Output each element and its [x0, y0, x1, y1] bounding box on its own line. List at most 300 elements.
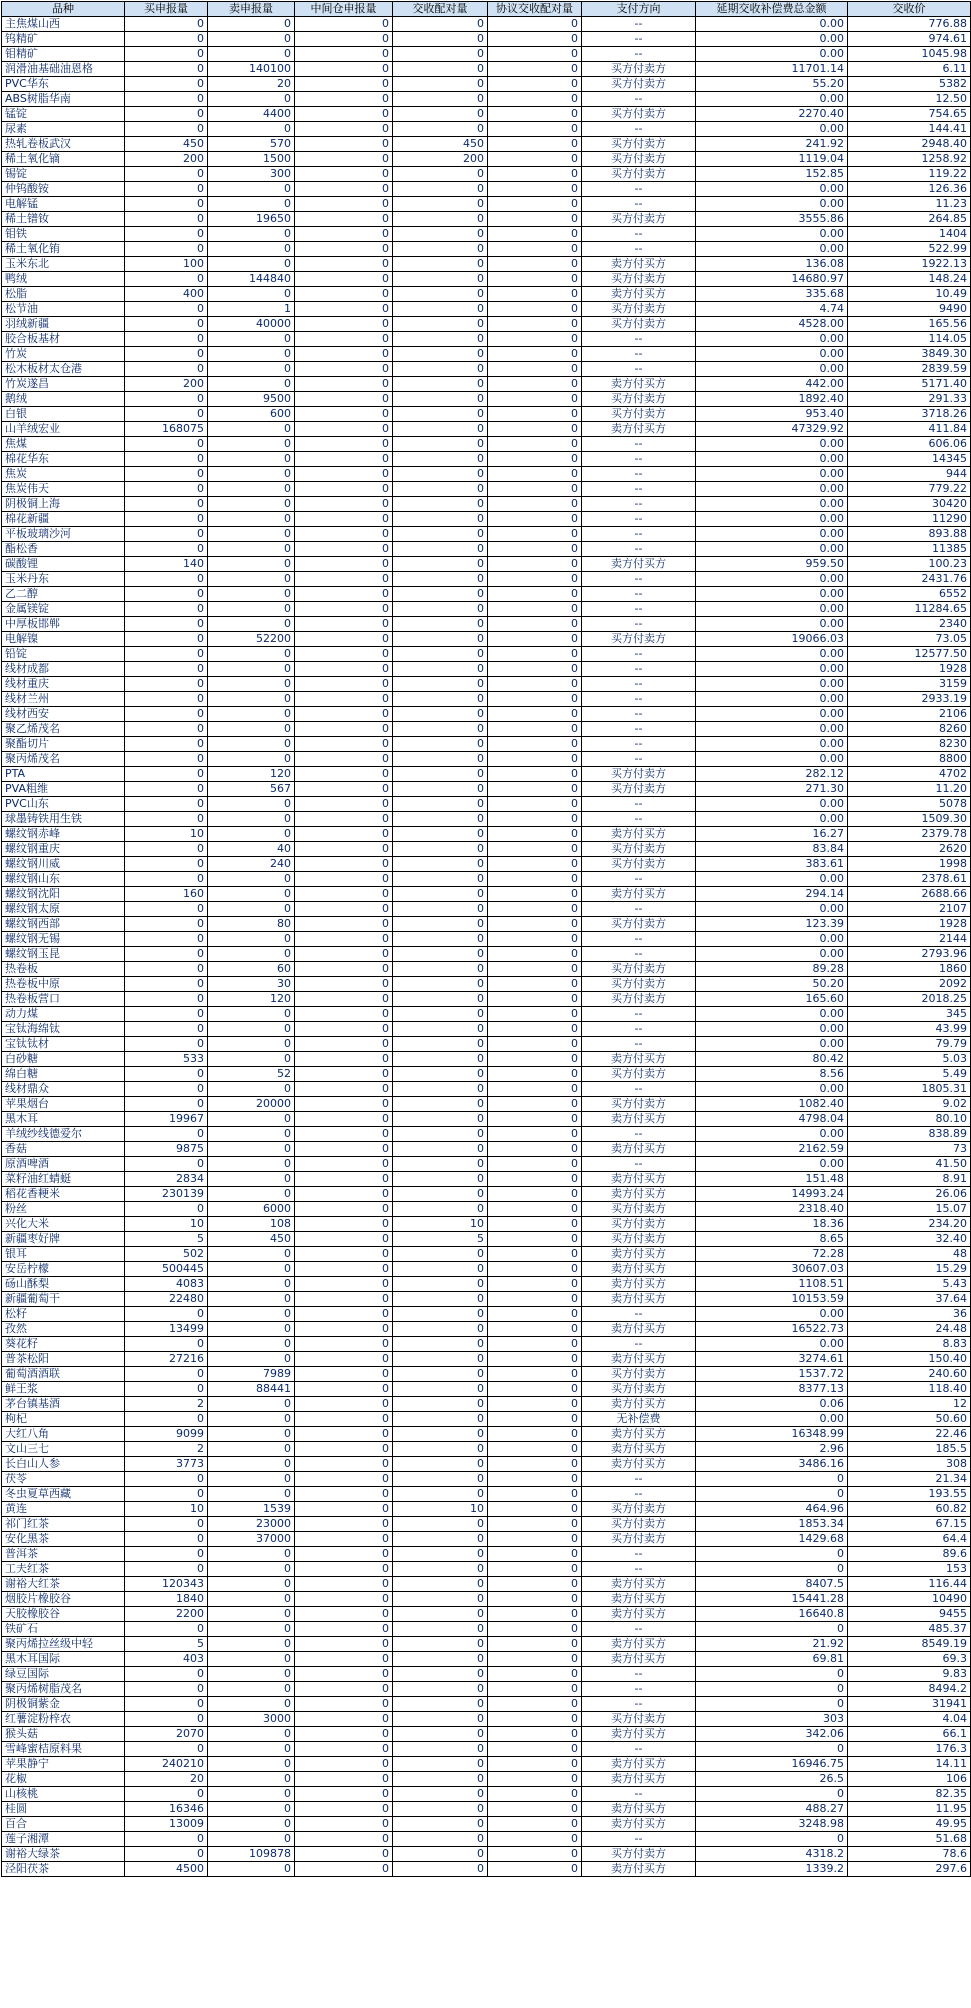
buy-qty-cell: 0: [125, 62, 208, 77]
table-row: [2, 1232, 971, 1247]
delivery-price-cell: 119.22: [848, 167, 971, 182]
payment-direction-cell: --: [582, 1307, 696, 1322]
compensation-total-cell: 3555.86: [696, 212, 848, 227]
variety-cell: 线材鼎众: [2, 1082, 125, 1097]
agreement-matched-qty-cell: 0: [488, 632, 582, 647]
sell-qty-cell: 88441: [208, 1382, 295, 1397]
delivery-price-cell: 165.56: [848, 317, 971, 332]
delivery-price-cell: 291.33: [848, 392, 971, 407]
matched-qty-cell: 0: [393, 392, 488, 407]
intermediate-qty-cell: 0: [295, 962, 393, 977]
agreement-matched-qty-cell: 0: [488, 587, 582, 602]
matched-qty-cell: 0: [393, 572, 488, 587]
intermediate-qty-cell: 0: [295, 617, 393, 632]
buy-qty-cell: 0: [125, 1307, 208, 1322]
variety-cell: 葵花籽: [2, 1337, 125, 1352]
intermediate-qty-cell: 0: [295, 782, 393, 797]
table-row: [2, 1547, 971, 1562]
buy-qty-cell: 0: [125, 692, 208, 707]
variety-cell: 棉花新疆: [2, 512, 125, 527]
table-row: [2, 1157, 971, 1172]
agreement-matched-qty-cell: 0: [488, 1442, 582, 1457]
agreement-matched-qty-cell: 0: [488, 782, 582, 797]
table-row: [2, 362, 971, 377]
delivery-price-cell: 522.99: [848, 242, 971, 257]
delivery-price-cell: 2839.59: [848, 362, 971, 377]
matched-qty-cell: 0: [393, 1322, 488, 1337]
agreement-matched-qty-cell: 0: [488, 1577, 582, 1592]
agreement-matched-qty-cell: 0: [488, 152, 582, 167]
intermediate-qty-cell: 0: [295, 1637, 393, 1652]
matched-qty-cell: 0: [393, 977, 488, 992]
buy-qty-cell: 0: [125, 197, 208, 212]
delivery-price-cell: 118.40: [848, 1382, 971, 1397]
matched-qty-cell: 0: [393, 1442, 488, 1457]
intermediate-qty-cell: 0: [295, 1157, 393, 1172]
matched-qty-cell: 0: [393, 497, 488, 512]
delivery-price-cell: 8494.2: [848, 1682, 971, 1697]
compensation-total-cell: 69.81: [696, 1652, 848, 1667]
compensation-total-cell: 2270.40: [696, 107, 848, 122]
delivery-price-cell: 893.88: [848, 527, 971, 542]
delivery-price-cell: 9455: [848, 1607, 971, 1622]
agreement-matched-qty-cell: 0: [488, 32, 582, 47]
agreement-matched-qty-cell: 0: [488, 1862, 582, 1877]
delivery-price-cell: 82.35: [848, 1787, 971, 1802]
matched-qty-cell: 0: [393, 1757, 488, 1772]
variety-cell: 宝钛钛材: [2, 1037, 125, 1052]
sell-qty-cell: 23000: [208, 1517, 295, 1532]
compensation-total-cell: 0.00: [696, 737, 848, 752]
agreement-matched-qty-cell: 0: [488, 977, 582, 992]
variety-cell: 螺纹钢沈阳: [2, 887, 125, 902]
agreement-matched-qty-cell: 0: [488, 692, 582, 707]
agreement-matched-qty-cell: 0: [488, 1127, 582, 1142]
payment-direction-cell: --: [582, 902, 696, 917]
matched-qty-cell: 0: [393, 32, 488, 47]
matched-qty-cell: 0: [393, 797, 488, 812]
buy-qty-cell: 0: [125, 767, 208, 782]
table-row: [2, 1502, 971, 1517]
intermediate-qty-cell: 0: [295, 287, 393, 302]
compensation-total-cell: 2162.59: [696, 1142, 848, 1157]
variety-cell: 绵白糖: [2, 1067, 125, 1082]
delivery-price-cell: 2092: [848, 977, 971, 992]
payment-direction-cell: --: [582, 47, 696, 62]
buy-qty-cell: 0: [125, 647, 208, 662]
delivery-price-cell: 1258.92: [848, 152, 971, 167]
intermediate-qty-cell: 0: [295, 1187, 393, 1202]
table-row: [2, 917, 971, 932]
buy-qty-cell: 502: [125, 1247, 208, 1262]
compensation-total-cell: 80.42: [696, 1052, 848, 1067]
matched-qty-cell: 0: [393, 1187, 488, 1202]
sell-qty-cell: 37000: [208, 1532, 295, 1547]
matched-qty-cell: 0: [393, 1262, 488, 1277]
sell-qty-cell: 60: [208, 962, 295, 977]
buy-qty-cell: 0: [125, 77, 208, 92]
sell-qty-cell: 1539: [208, 1502, 295, 1517]
payment-direction-cell: 卖方付买方: [582, 257, 696, 272]
sell-qty-cell: 0: [208, 647, 295, 662]
table-row: [2, 662, 971, 677]
payment-direction-cell: 买方付卖方: [582, 632, 696, 647]
intermediate-qty-cell: 0: [295, 1127, 393, 1142]
sell-qty-cell: 0: [208, 362, 295, 377]
buy-qty-cell: 0: [125, 1832, 208, 1847]
intermediate-qty-cell: 0: [295, 662, 393, 677]
payment-direction-cell: 买方付卖方: [582, 1097, 696, 1112]
delivery-price-cell: 116.44: [848, 1577, 971, 1592]
matched-qty-cell: 0: [393, 752, 488, 767]
compensation-total-cell: 0.00: [696, 482, 848, 497]
matched-qty-cell: 0: [393, 407, 488, 422]
table-row: [2, 1187, 971, 1202]
matched-qty-cell: 0: [393, 827, 488, 842]
matched-qty-cell: 0: [393, 872, 488, 887]
intermediate-qty-cell: 0: [295, 632, 393, 647]
delivery-price-cell: 49.95: [848, 1817, 971, 1832]
sell-qty-cell: 0: [208, 1247, 295, 1262]
variety-cell: 螺纹钢西部: [2, 917, 125, 932]
intermediate-qty-cell: 0: [295, 17, 393, 32]
payment-direction-cell: 卖方付买方: [582, 1262, 696, 1277]
intermediate-qty-cell: 0: [295, 857, 393, 872]
matched-qty-cell: 0: [393, 1712, 488, 1727]
payment-direction-cell: 卖方付买方: [582, 1577, 696, 1592]
buy-qty-cell: 0: [125, 302, 208, 317]
buy-qty-cell: 0: [125, 917, 208, 932]
table-row: [2, 647, 971, 662]
buy-qty-cell: 100: [125, 257, 208, 272]
payment-direction-cell: 买方付卖方: [582, 842, 696, 857]
variety-cell: 中厚板邯郸: [2, 617, 125, 632]
delivery-price-cell: 1998: [848, 857, 971, 872]
intermediate-qty-cell: 0: [295, 752, 393, 767]
matched-qty-cell: 0: [393, 482, 488, 497]
payment-direction-cell: --: [582, 1157, 696, 1172]
variety-cell: 仲钨酸铵: [2, 182, 125, 197]
variety-cell: 钼铁: [2, 227, 125, 242]
buy-qty-cell: 2070: [125, 1727, 208, 1742]
compensation-total-cell: 0.00: [696, 1307, 848, 1322]
sell-qty-cell: 0: [208, 932, 295, 947]
intermediate-qty-cell: 0: [295, 527, 393, 542]
buy-qty-cell: 0: [125, 617, 208, 632]
sell-qty-cell: 0: [208, 512, 295, 527]
matched-qty-cell: 5: [393, 1232, 488, 1247]
delivery-price-cell: 176.3: [848, 1742, 971, 1757]
compensation-total-cell: 0.00: [696, 647, 848, 662]
payment-direction-cell: --: [582, 1007, 696, 1022]
buy-qty-cell: 0: [125, 212, 208, 227]
matched-qty-cell: 0: [393, 647, 488, 662]
variety-cell: 兴化大米: [2, 1217, 125, 1232]
payment-direction-cell: --: [582, 647, 696, 662]
agreement-matched-qty-cell: 0: [488, 482, 582, 497]
variety-cell: 螺纹钢重庆: [2, 842, 125, 857]
sell-qty-cell: 0: [208, 722, 295, 737]
matched-qty-cell: 0: [393, 587, 488, 602]
agreement-matched-qty-cell: 0: [488, 1067, 582, 1082]
payment-direction-cell: --: [582, 1037, 696, 1052]
intermediate-qty-cell: 0: [295, 1772, 393, 1787]
delivery-price-cell: 5382: [848, 77, 971, 92]
buy-qty-cell: 10: [125, 1502, 208, 1517]
delivery-price-cell: 8.83: [848, 1337, 971, 1352]
payment-direction-cell: 卖方付买方: [582, 1772, 696, 1787]
sell-qty-cell: 0: [208, 1772, 295, 1787]
payment-direction-cell: 卖方付买方: [582, 1727, 696, 1742]
variety-cell: 鹅绒: [2, 392, 125, 407]
sell-qty-cell: 0: [208, 92, 295, 107]
buy-qty-cell: 0: [125, 92, 208, 107]
compensation-total-cell: 0.00: [696, 662, 848, 677]
delivery-price-cell: 2379.78: [848, 827, 971, 842]
compensation-total-cell: 2318.40: [696, 1202, 848, 1217]
intermediate-qty-cell: 0: [295, 1262, 393, 1277]
variety-cell: 松木板材太仓港: [2, 362, 125, 377]
compensation-total-cell: 16640.8: [696, 1607, 848, 1622]
variety-cell: 天胶橡胶谷: [2, 1607, 125, 1622]
compensation-total-cell: 47329.92: [696, 422, 848, 437]
sell-qty-cell: 0: [208, 1817, 295, 1832]
variety-cell: 谢裕大绿茶: [2, 1847, 125, 1862]
agreement-matched-qty-cell: 0: [488, 512, 582, 527]
table-row: [2, 437, 971, 452]
payment-direction-cell: 卖方付买方: [582, 1757, 696, 1772]
delivery-price-cell: 2018.25: [848, 992, 971, 1007]
sell-qty-cell: 30: [208, 977, 295, 992]
variety-cell: 酯松香: [2, 542, 125, 557]
payment-direction-cell: 卖方付买方: [582, 1607, 696, 1622]
compensation-total-cell: 282.12: [696, 767, 848, 782]
delivery-price-cell: 78.6: [848, 1847, 971, 1862]
sell-qty-cell: 0: [208, 1637, 295, 1652]
compensation-total-cell: 55.20: [696, 77, 848, 92]
buy-qty-cell: 168075: [125, 422, 208, 437]
sell-qty-cell: 0: [208, 1607, 295, 1622]
agreement-matched-qty-cell: 0: [488, 1727, 582, 1742]
delivery-price-cell: 100.23: [848, 557, 971, 572]
delivery-price-cell: 24.48: [848, 1322, 971, 1337]
compensation-total-cell: 303: [696, 1712, 848, 1727]
variety-cell: 工夫红茶: [2, 1562, 125, 1577]
intermediate-qty-cell: 0: [295, 1112, 393, 1127]
compensation-total-cell: 0.00: [696, 47, 848, 62]
delivery-price-cell: 10.49: [848, 287, 971, 302]
buy-qty-cell: 0: [125, 1547, 208, 1562]
variety-cell: 螺纹钢无锡: [2, 932, 125, 947]
payment-direction-cell: 卖方付买方: [582, 1112, 696, 1127]
matched-qty-cell: 0: [393, 377, 488, 392]
intermediate-qty-cell: 0: [295, 1292, 393, 1307]
payment-direction-cell: 卖方付买方: [582, 422, 696, 437]
agreement-matched-qty-cell: 0: [488, 347, 582, 362]
table-row: [2, 827, 971, 842]
table-row: [2, 1247, 971, 1262]
agreement-matched-qty-cell: 0: [488, 647, 582, 662]
variety-cell: 松脂: [2, 287, 125, 302]
buy-qty-cell: 4083: [125, 1277, 208, 1292]
matched-qty-cell: 0: [393, 1817, 488, 1832]
sell-qty-cell: 0: [208, 17, 295, 32]
payment-direction-cell: 卖方付买方: [582, 887, 696, 902]
variety-cell: 羽绒新疆: [2, 317, 125, 332]
buy-qty-cell: 0: [125, 32, 208, 47]
compensation-total-cell: 241.92: [696, 137, 848, 152]
variety-cell: 苹果烟台: [2, 1097, 125, 1112]
delivery-price-cell: 2107: [848, 902, 971, 917]
buy-qty-cell: 0: [125, 437, 208, 452]
delivery-price-cell: 5078: [848, 797, 971, 812]
payment-direction-cell: 买方付卖方: [582, 1517, 696, 1532]
buy-qty-cell: 1840: [125, 1592, 208, 1607]
compensation-total-cell: 8407.5: [696, 1577, 848, 1592]
intermediate-qty-cell: 0: [295, 512, 393, 527]
payment-direction-cell: 卖方付买方: [582, 1862, 696, 1877]
agreement-matched-qty-cell: 0: [488, 1817, 582, 1832]
table-row: [2, 677, 971, 692]
compensation-total-cell: 14680.97: [696, 272, 848, 287]
sell-qty-cell: 0: [208, 707, 295, 722]
sell-qty-cell: 4400: [208, 107, 295, 122]
matched-qty-cell: 0: [393, 1667, 488, 1682]
delivery-price-cell: 308: [848, 1457, 971, 1472]
variety-cell: 竹炭遂昌: [2, 377, 125, 392]
sell-qty-cell: 0: [208, 47, 295, 62]
compensation-total-cell: 0.00: [696, 692, 848, 707]
matched-qty-cell: 0: [393, 272, 488, 287]
payment-direction-cell: --: [582, 227, 696, 242]
agreement-matched-qty-cell: 0: [488, 1502, 582, 1517]
table-row: [2, 92, 971, 107]
delivery-price-cell: 67.15: [848, 1517, 971, 1532]
compensation-total-cell: 4528.00: [696, 317, 848, 332]
compensation-total-cell: 0: [696, 1622, 848, 1637]
compensation-total-cell: 30607.03: [696, 1262, 848, 1277]
variety-cell: 枸杞: [2, 1412, 125, 1427]
intermediate-qty-cell: 0: [295, 1607, 393, 1622]
payment-direction-cell: --: [582, 572, 696, 587]
agreement-matched-qty-cell: 0: [488, 1667, 582, 1682]
payment-direction-cell: --: [582, 1622, 696, 1637]
agreement-matched-qty-cell: 0: [488, 1772, 582, 1787]
sell-qty-cell: 0: [208, 1442, 295, 1457]
agreement-matched-qty-cell: 0: [488, 872, 582, 887]
agreement-matched-qty-cell: 0: [488, 1097, 582, 1112]
agreement-matched-qty-cell: 0: [488, 797, 582, 812]
delivery-price-cell: 106: [848, 1772, 971, 1787]
matched-qty-cell: 0: [393, 92, 488, 107]
matched-qty-cell: 0: [393, 257, 488, 272]
matched-qty-cell: 0: [393, 707, 488, 722]
payment-direction-cell: 卖方付买方: [582, 1292, 696, 1307]
sell-qty-cell: 0: [208, 617, 295, 632]
agreement-matched-qty-cell: 0: [488, 407, 582, 422]
variety-cell: 雪峰蜜桔原料果: [2, 1742, 125, 1757]
matched-qty-cell: 0: [393, 632, 488, 647]
matched-qty-cell: 0: [393, 1397, 488, 1412]
table-row: [2, 347, 971, 362]
table-row: [2, 1457, 971, 1472]
matched-qty-cell: 0: [393, 77, 488, 92]
delivery-price-cell: 8.91: [848, 1172, 971, 1187]
table-row: [2, 1142, 971, 1157]
compensation-total-cell: 50.20: [696, 977, 848, 992]
matched-qty-cell: 0: [393, 1337, 488, 1352]
compensation-total-cell: 16522.73: [696, 1322, 848, 1337]
buy-qty-cell: 0: [125, 782, 208, 797]
payment-direction-cell: 卖方付买方: [582, 1637, 696, 1652]
buy-qty-cell: 0: [125, 182, 208, 197]
variety-cell: PVC华东: [2, 77, 125, 92]
buy-qty-cell: 13009: [125, 1817, 208, 1832]
sell-qty-cell: 0: [208, 332, 295, 347]
compensation-total-cell: 0.00: [696, 1157, 848, 1172]
intermediate-qty-cell: 0: [295, 992, 393, 1007]
buy-qty-cell: 0: [125, 272, 208, 287]
payment-direction-cell: --: [582, 932, 696, 947]
agreement-matched-qty-cell: 0: [488, 272, 582, 287]
delivery-price-cell: 21.34: [848, 1472, 971, 1487]
variety-cell: 烟胶片橡胶谷: [2, 1592, 125, 1607]
table-row: [2, 17, 971, 32]
buy-qty-cell: 9875: [125, 1142, 208, 1157]
agreement-matched-qty-cell: 0: [488, 1652, 582, 1667]
sell-qty-cell: 0: [208, 1052, 295, 1067]
table-row: [2, 1862, 971, 1877]
delivery-price-cell: 8549.19: [848, 1637, 971, 1652]
delivery-price-cell: 4.04: [848, 1712, 971, 1727]
agreement-matched-qty-cell: 0: [488, 1082, 582, 1097]
table-header-row: [2, 2, 971, 17]
sell-qty-cell: 0: [208, 902, 295, 917]
payment-direction-cell: --: [582, 542, 696, 557]
table-row: [2, 1172, 971, 1187]
sell-qty-cell: 0: [208, 1307, 295, 1322]
matched-qty-cell: 0: [393, 1412, 488, 1427]
compensation-total-cell: 16348.99: [696, 1427, 848, 1442]
payment-direction-cell: --: [582, 797, 696, 812]
sell-qty-cell: 0: [208, 1022, 295, 1037]
delivery-price-cell: 2340: [848, 617, 971, 632]
intermediate-qty-cell: 0: [295, 1052, 393, 1067]
column-header-compensation-total: 延期交收补偿费总金额: [696, 2, 848, 17]
compensation-total-cell: 0.00: [696, 467, 848, 482]
variety-cell: 电解镍: [2, 632, 125, 647]
compensation-total-cell: 0.00: [696, 902, 848, 917]
table-row: [2, 1097, 971, 1112]
delivery-price-cell: 73: [848, 1142, 971, 1157]
compensation-total-cell: 72.28: [696, 1247, 848, 1262]
delivery-price-cell: 50.60: [848, 1412, 971, 1427]
compensation-total-cell: 0.00: [696, 617, 848, 632]
sell-qty-cell: 108: [208, 1217, 295, 1232]
delivery-price-cell: 11.20: [848, 782, 971, 797]
intermediate-qty-cell: 0: [295, 1712, 393, 1727]
payment-direction-cell: 买方付卖方: [582, 62, 696, 77]
intermediate-qty-cell: 0: [295, 377, 393, 392]
delivery-price-cell: 2620: [848, 842, 971, 857]
compensation-total-cell: 11701.14: [696, 62, 848, 77]
buy-qty-cell: 0: [125, 242, 208, 257]
sell-qty-cell: 0: [208, 1172, 295, 1187]
delivery-price-cell: 2144: [848, 932, 971, 947]
intermediate-qty-cell: 0: [295, 197, 393, 212]
intermediate-qty-cell: 0: [295, 1277, 393, 1292]
table-row: [2, 1682, 971, 1697]
